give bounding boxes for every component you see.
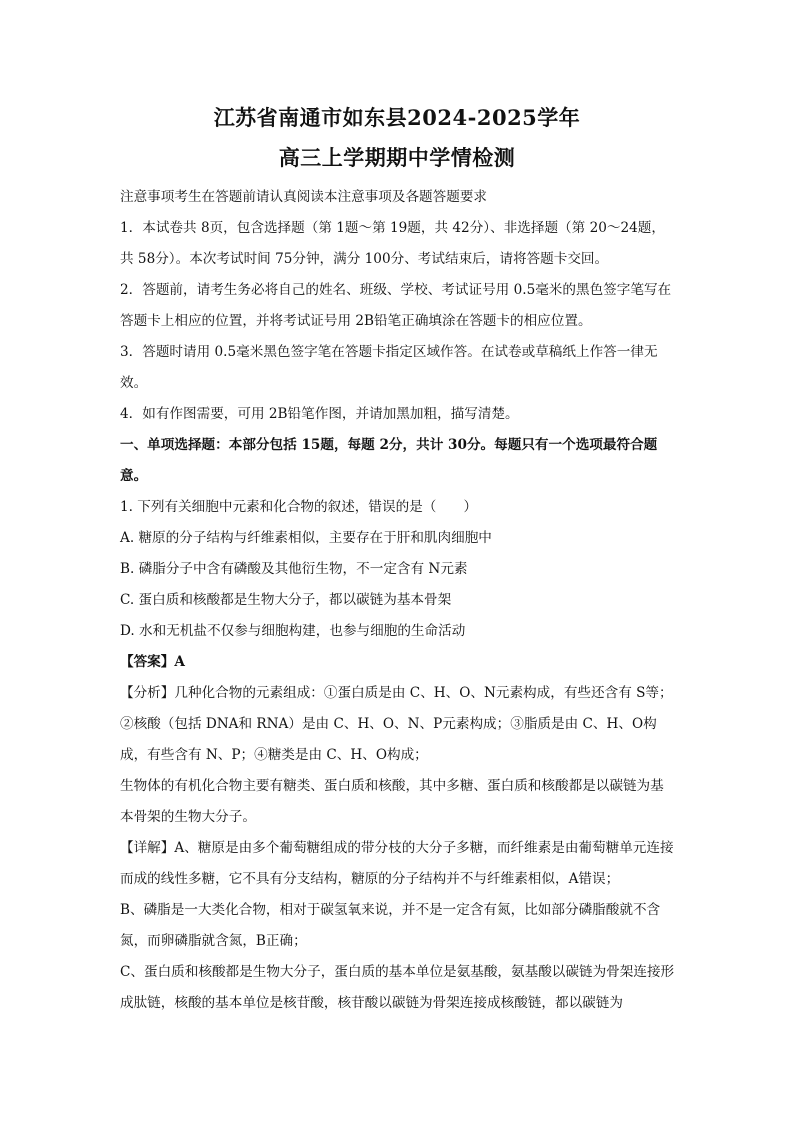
question-option-c: C. 蛋白质和核酸都是生物大分子，都以碳链为基本骨架 [120, 592, 452, 608]
notice-heading: 注意事项考生在答题前请认真阅读本注意事项及各题答题要求 [120, 189, 488, 205]
section-heading: 一、单项选择题：本部分包括 15题，每题 2分，共计 30分。每题只有一个选项最符合题意。 [120, 437, 658, 484]
detail-paragraph-3: C、蛋白质和核酸都是生物大分子，蛋白质的基本单位是氨基酸，氨基酸以碳链为骨架连接形成肽链，核酸的基本单位是核苷酸，核苷酸以碳链为骨架连接成核酸链，都以碳链为 [120, 964, 675, 1011]
analysis-paragraph-1: 【分析】几种化合物的元素组成：①蛋白质是由 C、H、O、N元素构成，有些还含有 S等；②核酸（包括 DNA和 RNA）是由 C、H、O、N、P元素构成；③脂质是由 C、H、O构成，有些含有 N、P；④糖类是由 C、H、O构成； [120, 685, 673, 763]
answer-line: 【答案】A [120, 654, 185, 670]
notice-item-3: 3．答题时请用 0.5毫米黑色签字笔在答题卡指定区域作答。在试卷或草稿纸上作答一律无效。 [120, 344, 658, 391]
detail-paragraph-2: B、磷脂是一大类化合物，相对于碳氢氧来说，并不是一定含有氮，比如部分磷脂酸就不含氮，而卵磷脂就含氮，B正确； [120, 902, 661, 949]
document-title-line1: 江苏省南通市如东县2024-2025学年 [213, 105, 581, 130]
question-option-a: A. 糖原的分子结构与纤维素相似，主要存在于肝和肌肉细胞中 [120, 530, 492, 546]
question-stem: 1. 下列有关细胞中元素和化合物的叙述，错误的是（ ） [120, 499, 478, 515]
notice-item-1: 1．本试卷共 8页，包含选择题（第 1题～第 19题，共 42分）、非选择题（第 20～24题，共 58分）。本次考试时间 75分钟，满分 100分、考试结束后，请将答题卡交回。 [120, 220, 665, 267]
detail-paragraph-1: 【详解】A、糖原是由多个葡萄糖组成的带分枝的大分子多糖，而纤维素是由葡萄糖单元连接而成的线性多糖，它不具有分支结构，糖原的分子结构并不与纤维素相似，A错误； [120, 840, 674, 887]
analysis-paragraph-2: 生物体的有机化合物主要有糖类、蛋白质和核酸，其中多糖、蛋白质和核酸都是以碳链为基本骨架的生物大分子。 [120, 778, 664, 825]
notice-item-2: 2．答题前，请考生务必将自己的姓名、班级、学校、考试证号用 0.5毫米的黑色签字笔写在答题卡上相应的位置，并将考试证号用 2B铅笔正确填涂在答题卡的相应位置。 [120, 282, 672, 329]
question-option-b: B. 磷脂分子中含有磷酸及其他衍生物，不一定含有 N元素 [120, 561, 468, 577]
document-body [120, 182, 676, 1019]
document-title-line2: 高三上学期期中学情检测 [278, 145, 516, 170]
question-option-d: D. 水和无机盐不仅参与细胞构建，也参与细胞的生命活动 [120, 623, 466, 639]
notice-item-4: 4．如有作图需要，可用 2B铅笔作图，并请加黑加粗，描写清楚。 [120, 406, 519, 422]
